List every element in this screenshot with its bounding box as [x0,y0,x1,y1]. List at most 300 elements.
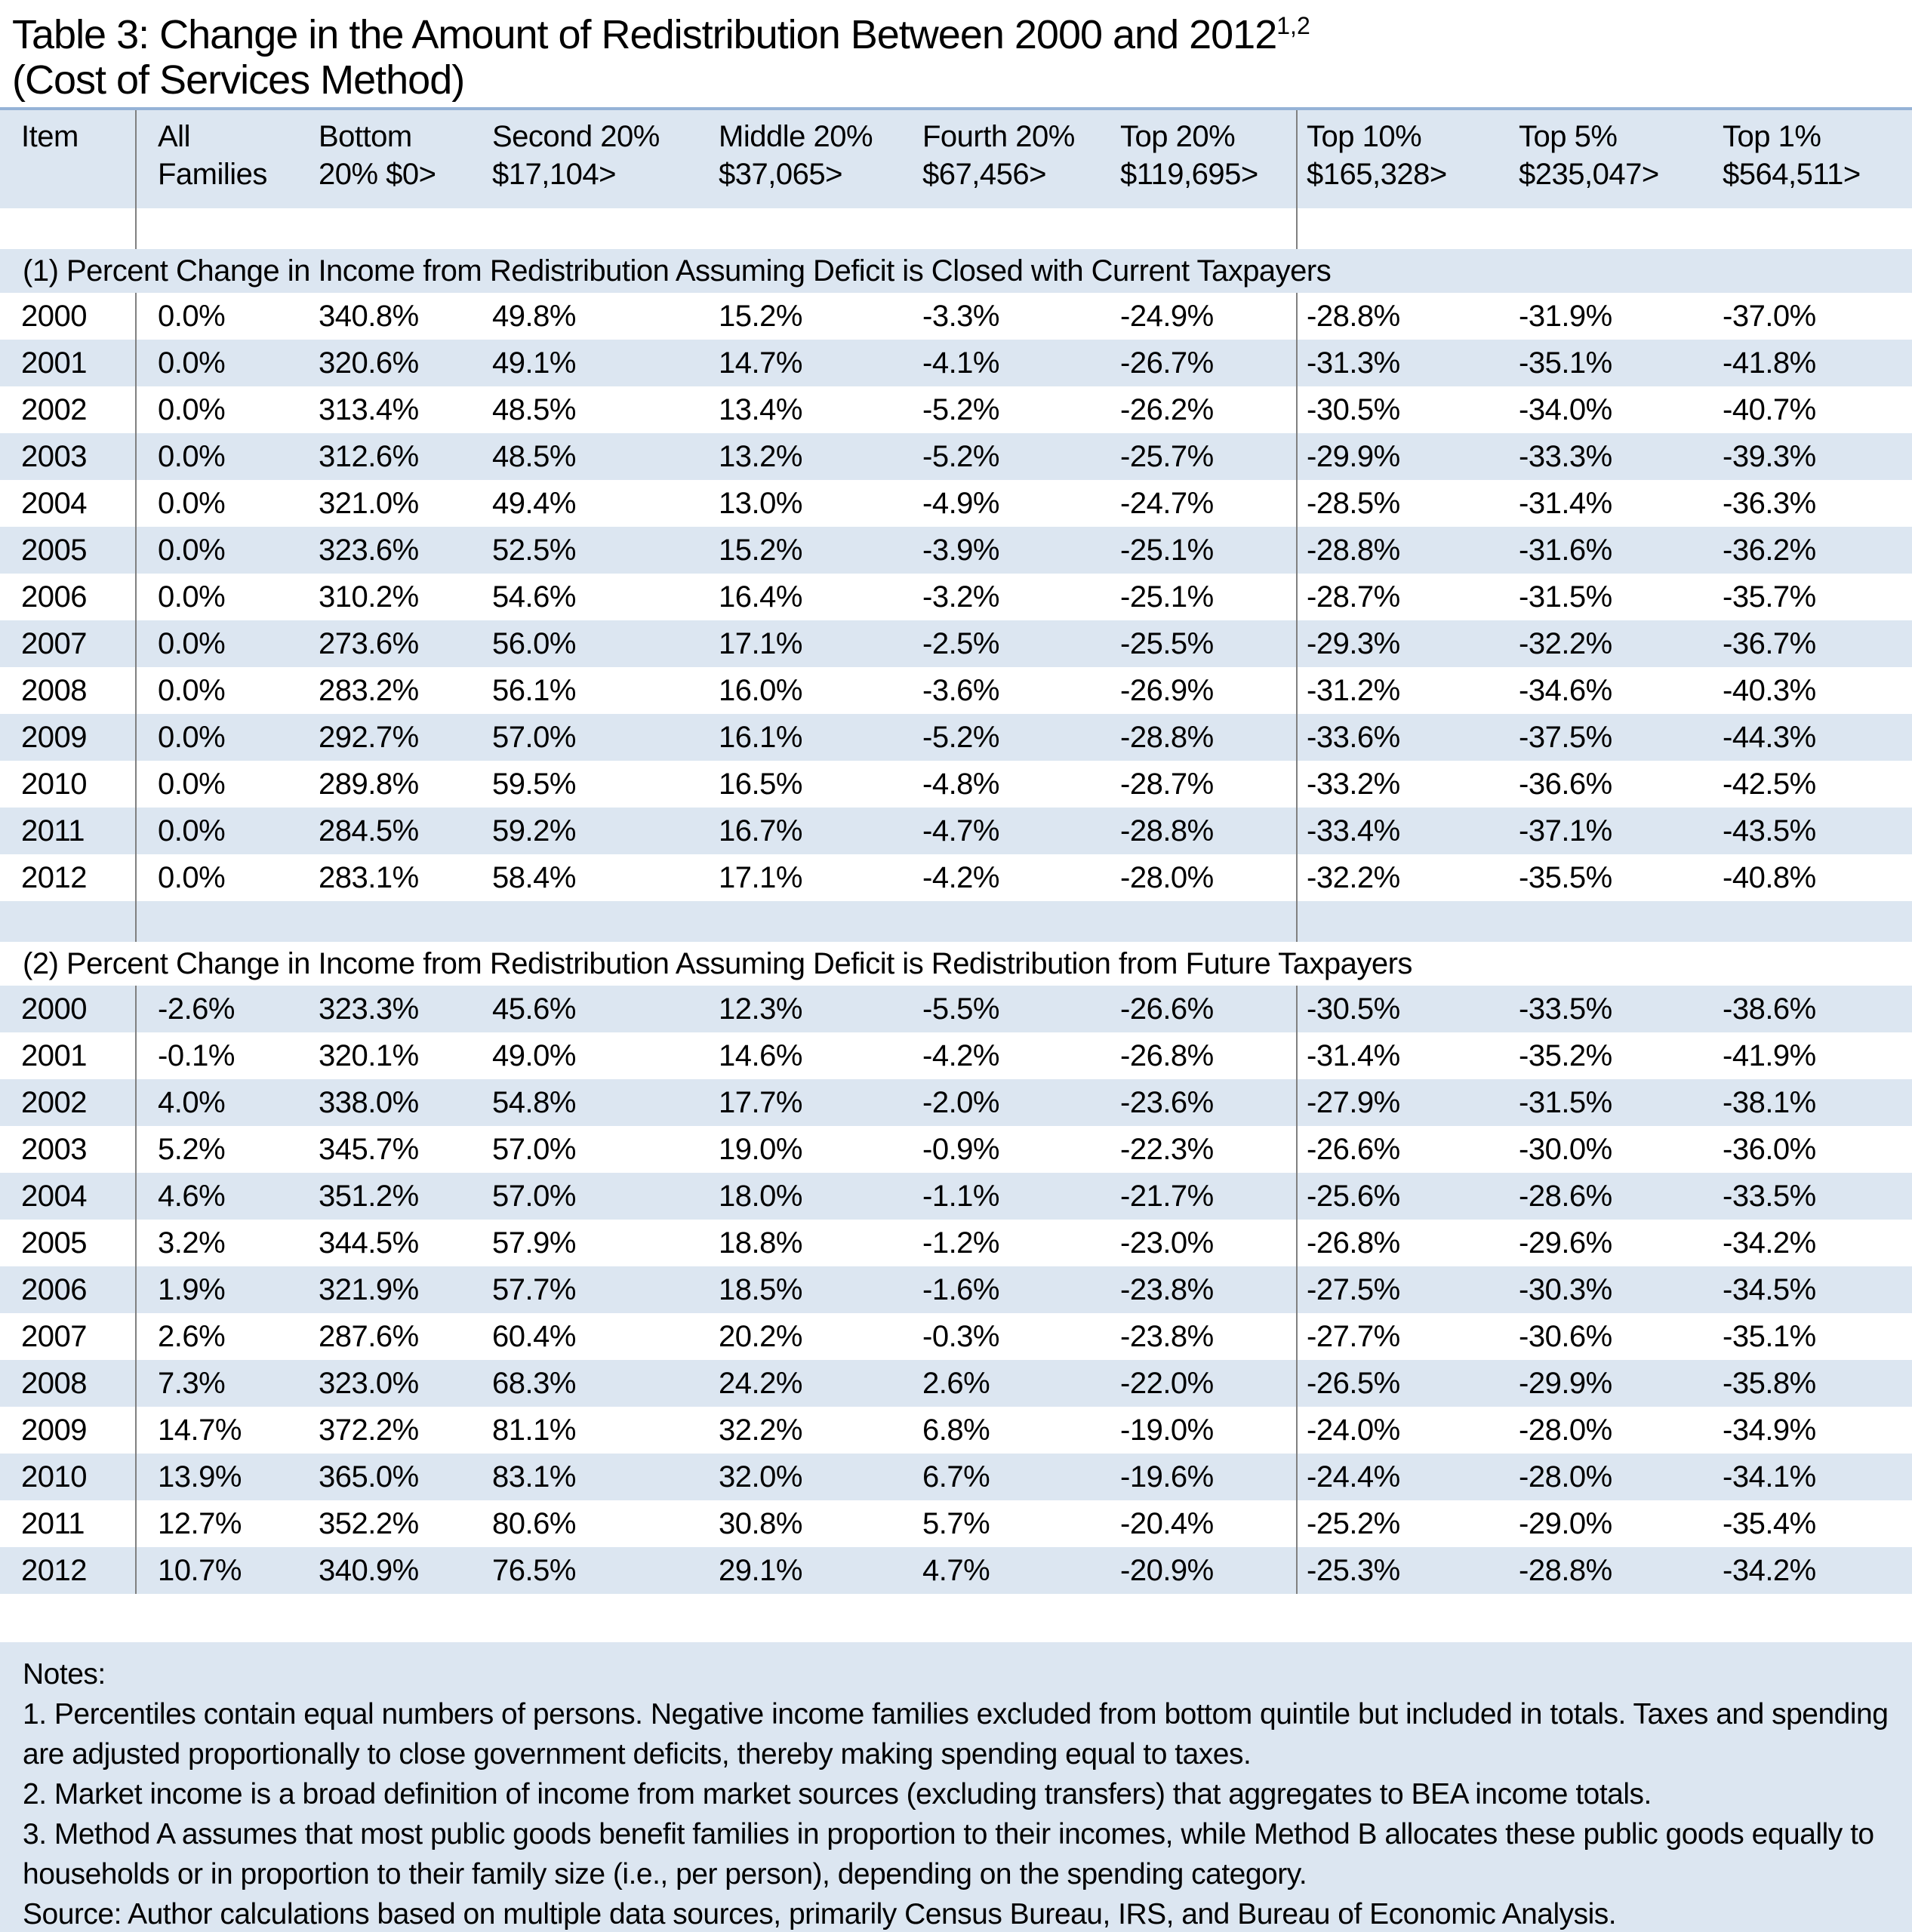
column-header-line1: Bottom [319,120,412,153]
data-cell: 323.3% [309,986,483,1032]
data-cell: -5.2% [922,392,999,426]
data-cell: 289.8% [319,767,419,801]
column-header-line2: Families [158,158,267,191]
column-header-line2: $119,695> [1120,158,1258,191]
data-cell: 4.0% [136,1079,309,1126]
data-cell: -37.1% [1510,808,1713,854]
spacer-cell [136,208,309,249]
table-row-s1-2003 [0,433,1912,480]
data-cell: 287.6% [319,1319,419,1353]
data-cell: 17.1% [719,860,802,894]
data-cell: -35.2% [1519,1038,1612,1072]
spacer-cell [1713,208,1912,249]
data-cell: 32.0% [710,1454,913,1500]
table-row-s1-2012 [0,854,1912,901]
data-cell: -21.7% [1111,1173,1297,1220]
data-cell: -4.8% [922,767,999,801]
data-cell: -25.1% [1111,527,1297,574]
data-cell: 10.7% [136,1547,309,1594]
table-row-s2-2008 [0,1360,1912,1407]
data-cell: 15.2% [710,527,913,574]
data-cell: 29.1% [710,1547,913,1594]
data-cell: -26.8% [1307,1226,1400,1260]
data-cell: -27.5% [1297,1266,1510,1313]
data-cell: 14.7% [158,1413,242,1447]
data-cell: -23.0% [1111,1220,1297,1266]
data-cell: 56.1% [492,673,576,707]
spacer-cell [483,901,710,942]
data-cell: -28.8% [1307,299,1400,333]
row-year: 2011 [0,808,136,854]
data-cell: 17.7% [710,1079,913,1126]
data-cell: 13.2% [710,433,913,480]
data-cell: -38.6% [1713,986,1912,1032]
data-cell: 57.0% [483,1173,710,1220]
data-cell: -33.5% [1510,986,1713,1032]
data-cell: -27.9% [1297,1079,1510,1126]
data-cell: -35.8% [1713,1360,1912,1407]
column-header-line1: All [158,120,190,153]
data-cell: -2.0% [913,1079,1111,1126]
data-cell: 0.0% [136,808,309,854]
table-row-s1-2005 [0,527,1912,574]
data-cell: -40.8% [1723,860,1816,894]
data-cell: 5.7% [922,1506,990,1540]
note-1: 1. Percentiles contain equal numbers of persons. Negative income families excluded from bottom quintile but included in totals. Taxes and spending are adjusted proportionally to close government deficits, thereby making spending equal to taxes. [23,1698,1889,1770]
table-row-s1-2009 [0,714,1912,761]
table-row-s1-2002 [0,386,1912,433]
data-cell: 273.6% [309,620,483,667]
data-cell: 16.5% [719,767,802,801]
table-row-s2-2003 [0,1126,1912,1173]
spacer-cell [1297,208,1510,249]
data-cell: 0.0% [136,340,309,386]
data-cell: 54.6% [492,580,576,614]
data-cell: -43.5% [1713,808,1912,854]
data-cell: 45.6% [483,986,710,1032]
row-year: 2009 [0,714,136,761]
data-cell: -19.6% [1111,1454,1297,1500]
row-year: 2006 [0,1266,136,1313]
data-cell: 0.0% [136,433,309,480]
data-cell: 338.0% [309,1079,483,1126]
table-row-s1-2006 [0,574,1912,620]
spacer-cell [1510,901,1713,942]
row-year: 2006 [0,574,136,620]
data-cell: -24.0% [1307,1413,1400,1447]
data-cell: -22.3% [1111,1126,1297,1173]
data-cell: 3.2% [158,1226,226,1260]
row-year: 2000 [0,986,136,1032]
data-cell: -0.1% [158,1038,235,1072]
data-cell: -35.1% [1510,340,1713,386]
data-cell: 0.0% [158,860,226,894]
data-cell: 2.6% [913,1360,1111,1407]
data-cell: 1.9% [136,1266,309,1313]
data-cell: -28.7% [1307,580,1400,614]
table-row-s1-2011 [0,808,1912,854]
column-header-line2: $235,047> [1519,158,1659,191]
data-cell: -36.0% [1723,1132,1816,1166]
data-cell: 16.7% [710,808,913,854]
data-cell: -0.3% [922,1319,999,1353]
data-cell: 0.0% [136,527,309,574]
data-cell: -5.5% [913,986,1111,1032]
table-row-s2-2001 [0,1032,1912,1079]
table-row-s1-2007 [0,620,1912,667]
spacer-cell [913,208,1111,249]
data-cell: -44.3% [1713,714,1912,761]
data-cell: -26.5% [1297,1360,1510,1407]
column-header-line1: Top 20% [1120,120,1236,153]
spacer-cell [483,208,710,249]
data-cell: -34.6% [1519,673,1612,707]
data-cell: -28.0% [1111,854,1297,901]
spacer-cell [309,901,483,942]
data-cell: -31.2% [1307,673,1400,707]
spacer-cell [913,901,1111,942]
data-cell: 344.5% [319,1226,419,1260]
data-cell: -26.6% [1307,1132,1400,1166]
data-cell: 0.0% [158,673,226,707]
column-header-line2: 20% $0> [319,158,436,191]
data-cell: -22.0% [1111,1360,1297,1407]
data-cell: -35.1% [1723,1319,1816,1353]
column-header-4 [710,109,913,208]
data-cell: 320.1% [319,1038,419,1072]
column-header-line1: Top 10% [1307,120,1422,153]
column-header-line2: $37,065> [719,158,842,191]
column-header-line1: Second 20% [492,120,660,153]
header-spacer-row [0,208,1912,249]
data-cell: 18.8% [719,1226,802,1260]
data-cell: 2.6% [158,1319,226,1353]
table-row-s1-2008 [0,667,1912,714]
data-cell: -25.1% [1111,574,1297,620]
data-cell: 351.2% [309,1173,483,1220]
data-cell: 6.7% [913,1454,1111,1500]
data-cell: 57.7% [483,1266,710,1313]
data-cell: -3.2% [922,580,999,614]
data-cell: -34.2% [1723,1226,1816,1260]
data-cell: -25.2% [1307,1506,1400,1540]
column-header-3 [483,109,710,208]
data-cell: 54.8% [483,1079,710,1126]
data-cell: 59.2% [483,808,710,854]
section-2-header-row [0,942,1912,986]
note-2: 2. Market income is a broad definition of income from market sources (excluding transfers) that aggregates to BEA income totals. [23,1778,1652,1810]
data-cell: -30.6% [1519,1319,1612,1353]
table-row-s2-2006 [0,1266,1912,1313]
data-cell: 49.1% [483,340,710,386]
column-header-row [0,109,1912,208]
data-cell: -29.6% [1519,1226,1612,1260]
data-cell: -31.5% [1519,580,1612,614]
data-cell: 57.9% [492,1226,576,1260]
data-cell: -4.2% [922,860,999,894]
data-cell: -27.7% [1307,1319,1400,1353]
data-cell: 0.0% [136,620,309,667]
table-row-s2-2005 [0,1220,1912,1266]
notes-heading: Notes: [23,1658,106,1690]
data-cell: -24.4% [1297,1454,1510,1500]
data-cell: -25.7% [1111,433,1297,480]
data-cell: -34.5% [1713,1266,1912,1313]
data-cell: 365.0% [309,1454,483,1500]
data-cell: -1.1% [913,1173,1111,1220]
data-cell: -26.6% [1111,986,1297,1032]
data-cell: -31.5% [1510,1079,1713,1126]
data-cell: -28.8% [1510,1547,1713,1594]
spacer-cell [1713,901,1912,942]
data-cell: 48.5% [483,433,710,480]
data-cell: -29.0% [1519,1506,1612,1540]
table-row-s1-2010 [0,761,1912,808]
data-cell: 13.9% [136,1454,309,1500]
data-cell: -1.6% [913,1266,1111,1313]
data-cell: -2.6% [136,986,309,1032]
data-cell: 18.0% [710,1173,913,1220]
data-cell: 0.0% [136,714,309,761]
data-cell: -37.5% [1510,714,1713,761]
data-cell: -31.4% [1307,1038,1400,1072]
data-cell: 0.0% [158,580,226,614]
row-year: 2012 [0,854,136,901]
spacer-cell [710,901,913,942]
data-cell: -25.5% [1111,620,1297,667]
data-cell: -28.8% [1111,808,1297,854]
data-cell: 49.8% [492,299,576,333]
data-cell: 320.6% [309,340,483,386]
data-cell: 0.0% [158,767,226,801]
data-cell: -32.2% [1307,860,1400,894]
data-cell: -28.8% [1111,714,1297,761]
data-cell: -3.3% [922,299,999,333]
data-cell: -31.6% [1510,527,1713,574]
data-cell: 0.0% [158,299,226,333]
data-cell: -30.5% [1307,392,1400,426]
row-year: 2001 [0,340,136,386]
row-year: 2002 [0,1079,136,1126]
data-cell: 19.0% [719,1132,802,1166]
data-cell: -5.2% [913,714,1111,761]
data-cell: 32.2% [719,1413,802,1447]
data-cell: 83.1% [483,1454,710,1500]
row-year: 2008 [0,667,136,714]
spacer-cell [0,208,136,249]
data-cell: -38.1% [1713,1079,1912,1126]
spacer-cell [136,901,309,942]
table-row-s1-2000 [0,293,1912,340]
row-year: 2009 [0,1407,136,1454]
data-cell: -29.9% [1510,1360,1713,1407]
data-cell: -33.5% [1713,1173,1912,1220]
table-row-s1-2004 [0,480,1912,527]
row-year: 2007 [0,1313,136,1360]
data-cell: 312.6% [309,433,483,480]
data-cell: 57.0% [483,714,710,761]
data-cell: -28.6% [1510,1173,1713,1220]
data-cell: 292.7% [309,714,483,761]
data-cell: 15.2% [719,299,802,333]
data-cell: 16.4% [719,580,802,614]
column-header-line2: $67,456> [922,158,1046,191]
data-cell: -23.8% [1111,1313,1297,1360]
data-cell: -40.3% [1723,673,1816,707]
data-cell: 12.7% [158,1506,242,1540]
data-cell: -3.9% [913,527,1111,574]
data-cell: -29.3% [1297,620,1510,667]
column-header-5 [913,109,1111,208]
data-cell: -41.8% [1713,340,1912,386]
data-cell: -31.4% [1519,486,1612,520]
data-cell: 17.1% [710,620,913,667]
spacer-cell [309,208,483,249]
column-header-line1: Top 5% [1519,120,1618,153]
data-cell: -40.7% [1723,392,1816,426]
data-cell: 20.2% [719,1319,802,1353]
data-cell: -33.2% [1307,767,1400,801]
data-cell: -4.7% [913,808,1111,854]
row-year: 2010 [0,1454,136,1500]
table-row-s2-2002 [0,1079,1912,1126]
data-cell: 0.0% [158,486,226,520]
table-title [0,0,1912,103]
data-cell: 12.3% [710,986,913,1032]
data-cell: 4.7% [913,1547,1111,1594]
data-cell: -31.9% [1519,299,1612,333]
data-cell: 14.7% [710,340,913,386]
column-header-line1: Top 1% [1723,120,1821,153]
data-cell: -29.9% [1297,433,1510,480]
source-line: Source: Author calculations based on multiple data sources, primarily Census Bureau, IRS, and Bureau of Economic Analysis. [23,1898,1617,1930]
data-cell: -23.6% [1111,1079,1297,1126]
row-year: 2007 [0,620,136,667]
data-cell: 30.8% [719,1506,802,1540]
data-cell: -30.0% [1519,1132,1612,1166]
data-cell: -36.3% [1723,486,1816,520]
data-cell: -36.7% [1713,620,1912,667]
data-cell: -4.2% [922,1038,999,1072]
table-row-s2-2011 [0,1500,1912,1547]
table-row-s2-2007 [0,1313,1912,1360]
data-cell: -36.6% [1519,767,1612,801]
data-cell: -33.4% [1297,808,1510,854]
row-year: 2004 [0,480,136,527]
data-cell: -26.2% [1111,386,1297,433]
data-cell: -23.8% [1111,1266,1297,1313]
data-cell: 283.1% [319,860,419,894]
data-cell: -26.7% [1111,340,1297,386]
spacer-cell [1111,208,1297,249]
column-header-6 [1111,109,1297,208]
row-year: 2004 [0,1173,136,1220]
table-body [0,208,1912,1594]
data-cell: -37.0% [1723,299,1816,333]
data-cell: 321.0% [319,486,419,520]
data-cell: -26.8% [1111,1032,1297,1079]
data-cell: -1.2% [922,1226,999,1260]
data-cell: -2.5% [913,620,1111,667]
data-cell: 323.6% [309,527,483,574]
data-cell: 5.2% [158,1132,226,1166]
column-header-9 [1713,109,1912,208]
data-cell: -28.0% [1519,1413,1612,1447]
data-cell: 13.4% [719,392,802,426]
data-cell: -35.4% [1723,1506,1816,1540]
spacer-cell [1297,901,1510,942]
column-header-line1: Item [21,120,79,153]
column-header-line2: $564,511> [1723,158,1861,191]
spacer-cell [710,208,913,249]
data-cell: 60.4% [492,1319,576,1353]
data-cell: -34.1% [1713,1454,1912,1500]
data-cell: 340.9% [309,1547,483,1594]
column-header-1 [136,109,309,208]
data-cell: 80.6% [492,1506,576,1540]
row-year: 2003 [0,433,136,480]
data-cell: -35.5% [1519,860,1612,894]
data-cell: -20.9% [1111,1547,1297,1594]
data-cell: 56.0% [483,620,710,667]
data-cell: -28.7% [1111,761,1297,808]
column-header-line2: $165,328> [1307,158,1447,191]
row-year: 2010 [0,761,136,808]
data-cell: -26.9% [1111,667,1297,714]
data-cell: 0.0% [158,392,226,426]
data-cell: 16.1% [710,714,913,761]
data-cell: -20.4% [1111,1500,1297,1547]
data-cell: -33.3% [1510,433,1713,480]
row-year: 2005 [0,1220,136,1266]
column-header-line1: Fourth 20% [922,120,1075,153]
data-cell: 24.2% [710,1360,913,1407]
spacer-cell [0,901,136,942]
data-cell: 340.8% [319,299,419,333]
data-cell: -4.1% [913,340,1111,386]
title-line-1 [12,3,1912,57]
data-cell: 59.5% [492,767,576,801]
data-cell: 310.2% [319,580,419,614]
row-year: 2005 [0,527,136,574]
section-2-header: (2) Percent Change in Income from Redistribution Assuming Deficit is Redistribution from Future Taxpayers [23,946,1412,980]
data-cell: 13.0% [719,486,802,520]
spacer-cell [1510,208,1713,249]
mid-spacer-row [0,901,1912,942]
data-cell: 57.0% [492,1132,576,1166]
data-cell: 81.1% [492,1413,576,1447]
data-cell: 283.2% [319,673,419,707]
row-year: 2008 [0,1360,136,1407]
data-cell: 58.4% [492,860,576,894]
data-cell: -4.9% [922,486,999,520]
row-year: 2003 [0,1126,136,1173]
data-cell: -28.0% [1510,1454,1713,1500]
title-line-2: (Cost of Services Method) [12,57,465,103]
data-cell: 352.2% [319,1506,419,1540]
data-cell: -28.5% [1307,486,1400,520]
table-row-s2-2004 [0,1173,1912,1220]
data-cell: 345.7% [319,1132,419,1166]
data-cell: -30.5% [1297,986,1510,1032]
table-row-s1-2001 [0,340,1912,386]
column-header-line2: $17,104> [492,158,616,191]
data-cell: -36.2% [1713,527,1912,574]
data-cell: -34.0% [1519,392,1612,426]
row-year: 2012 [0,1547,136,1594]
section-1-header: (1) Percent Change in Income from Redistribution Assuming Deficit is Closed with Current Taxpayers [0,249,1912,293]
note-3: 3. Method A assumes that most public goods benefit families in proportion to their incomes, while Method B allocates these public goods equally to households or in proportion to their family size (i.e., per person), depending on the spending category. [23,1818,1874,1890]
